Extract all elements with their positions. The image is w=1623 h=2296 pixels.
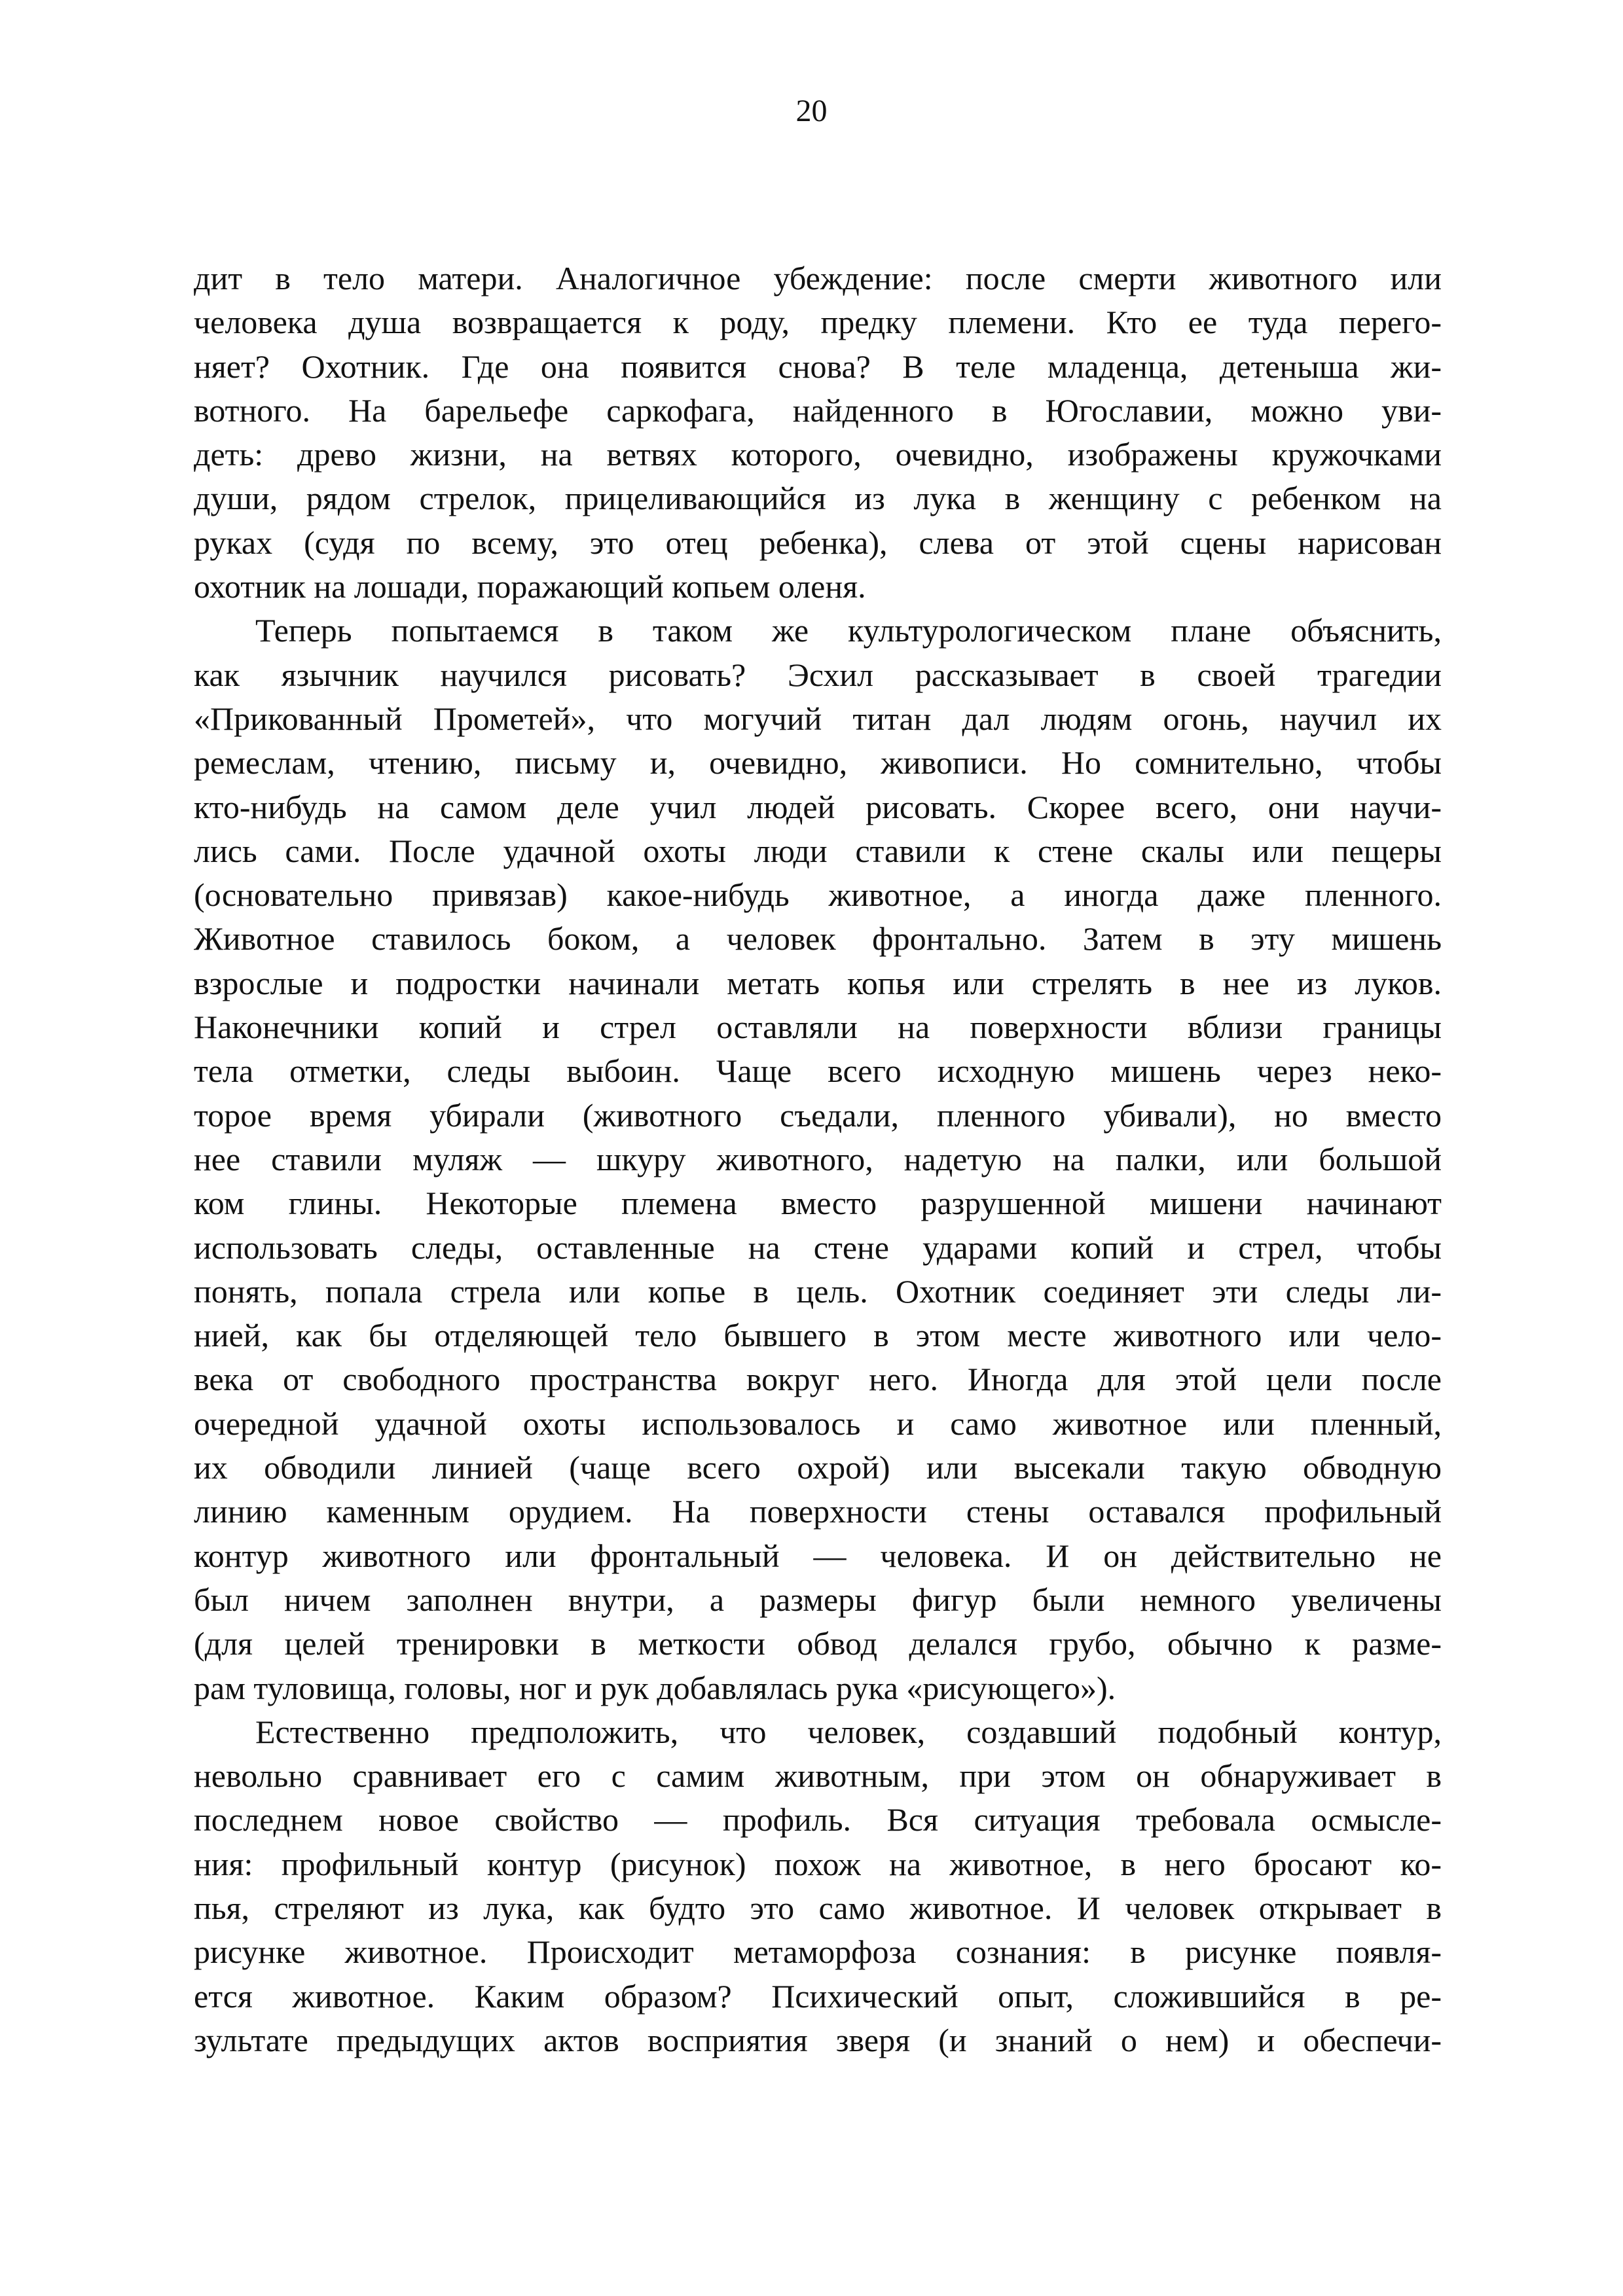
text-line: Теперь попытаемся в таком же культурологическом плане объяснить, [255, 612, 1442, 649]
text-line: тела отметки, следы выбоин. Чаще всего исходную мишень через неко- [194, 1052, 1442, 1090]
text-line: рам туловища, головы, ног и рук добавлялась рука «рисующего»). [194, 1669, 1116, 1706]
text-line: души, рядом стрелок, прицеливающийся из лука в женщину с ребенком на [194, 480, 1442, 517]
text-line: охотник на лошади, поражающий копьем оленя. [194, 568, 866, 605]
text-line: ния: профильный контур (рисунок) похож на животное, в него бросают ко- [194, 1845, 1442, 1882]
text-line: вотного. На барельефе саркофага, найденного в Югославии, можно уви- [194, 391, 1442, 429]
text-line: контур животного или фронтальный — человека. И он действительно не [194, 1537, 1442, 1574]
text-line: Животное ставилось боком, а человек фронтально. Затем в эту мишень [194, 920, 1442, 958]
text-line: «Прикованный Прометей», что могучий титан дал людям огонь, научил их [194, 700, 1442, 737]
text-line: нией, как бы отделяющей тело бывшего в этом месте животного или чело- [194, 1317, 1442, 1354]
text-line: торое время убирали (животного съедали, пленного убивали), но вместо [194, 1096, 1442, 1134]
text-line: как язычник научился рисовать? Эсхил рассказывает в своей трагедии [194, 656, 1442, 693]
text-line: невольно сравнивает его с самим животным, при этом он обнаруживает в [194, 1757, 1442, 1795]
text-line: ремеслам, чтению, письму и, очевидно, живописи. Но сомнительно, чтобы [194, 744, 1442, 781]
text-line: (основательно привязав) какое-нибудь животное, а иногда даже пленного. [194, 876, 1442, 914]
text-line: ется животное. Каким образом? Психический опыт, сложившийся в ре- [194, 1977, 1442, 2015]
text-line: пья, стреляют из лука, как будто это само животное. И человек открывает в [194, 1889, 1442, 1926]
text-line: их обводили линией (чаще всего охрой) или высекали такую обводную [194, 1449, 1442, 1486]
text-line: очередной удачной охоты использовалось и само животное или пленный, [194, 1405, 1442, 1442]
page-number: 20 [795, 94, 828, 128]
text-line: деть: древо жизни, на ветвях которого, очевидно, изображены кружочками [194, 436, 1442, 473]
paragraph [194, 257, 1442, 609]
text-line: дит в тело матери. Аналогичное убеждение: после смерти животного или [194, 260, 1442, 296]
text-line: последнем новое свойство — профиль. Вся ситуация требовала осмысле- [194, 1801, 1442, 1839]
text-line: (для целей тренировки в меткости обвод делался грубо, обычно к разме- [194, 1625, 1442, 1662]
text-line: человека душа возвращается к роду, предку племени. Кто ее туда перего- [194, 304, 1442, 341]
text-line: линию каменным орудием. На поверхности стены оставался профильный [194, 1493, 1442, 1530]
text-line: Естественно предположить, что человек, создавший подобный контур, [255, 1713, 1442, 1750]
paragraph [194, 609, 1442, 1710]
text-line: понять, попала стрела или копье в цель. Охотник соединяет эти следы ли- [194, 1272, 1442, 1310]
text-line: взрослые и подростки начинали метать копья или стрелять в нее из луков. [194, 964, 1442, 1001]
text-line: был ничем заполнен внутри, а размеры фигур были немного увеличены [194, 1581, 1442, 1618]
text-line: руках (судя по всему, это отец ребенка), слева от этой сцены нарисован [194, 524, 1442, 561]
text-line: нее ставили муляж — шкуру животного, надетую на палки, или большой [194, 1140, 1442, 1177]
text-line: ком глины. Некоторые племена вместо разрушенной мишени начинают [194, 1185, 1442, 1222]
text-line: использовать следы, оставленные на стене ударами копий и стрел, чтобы [194, 1229, 1442, 1266]
text-line: рисунке животное. Происходит метаморфоза сознания: в рисунке появля- [194, 1933, 1442, 1971]
text-line: лись сами. После удачной охоты люди ставили к стене скалы или пещеры [194, 832, 1442, 869]
text-line: Наконечники копий и стрел оставляли на поверхности вблизи границы [194, 1009, 1442, 1046]
paragraph [194, 1710, 1442, 2062]
text-line: няет? Охотник. Где она появится снова? В теле младенца, детеныша жи- [194, 348, 1442, 385]
body-text [194, 257, 1442, 2062]
text-line: зультате предыдущих актов восприятия зверя (и знаний о нем) и обеспечи- [194, 2021, 1442, 2058]
text-line: века от свободного пространства вокруг него. Иногда для этой цели после [194, 1361, 1442, 1398]
text-line: кто-нибудь на самом деле учил людей рисовать. Скорее всего, они научи- [194, 788, 1442, 825]
